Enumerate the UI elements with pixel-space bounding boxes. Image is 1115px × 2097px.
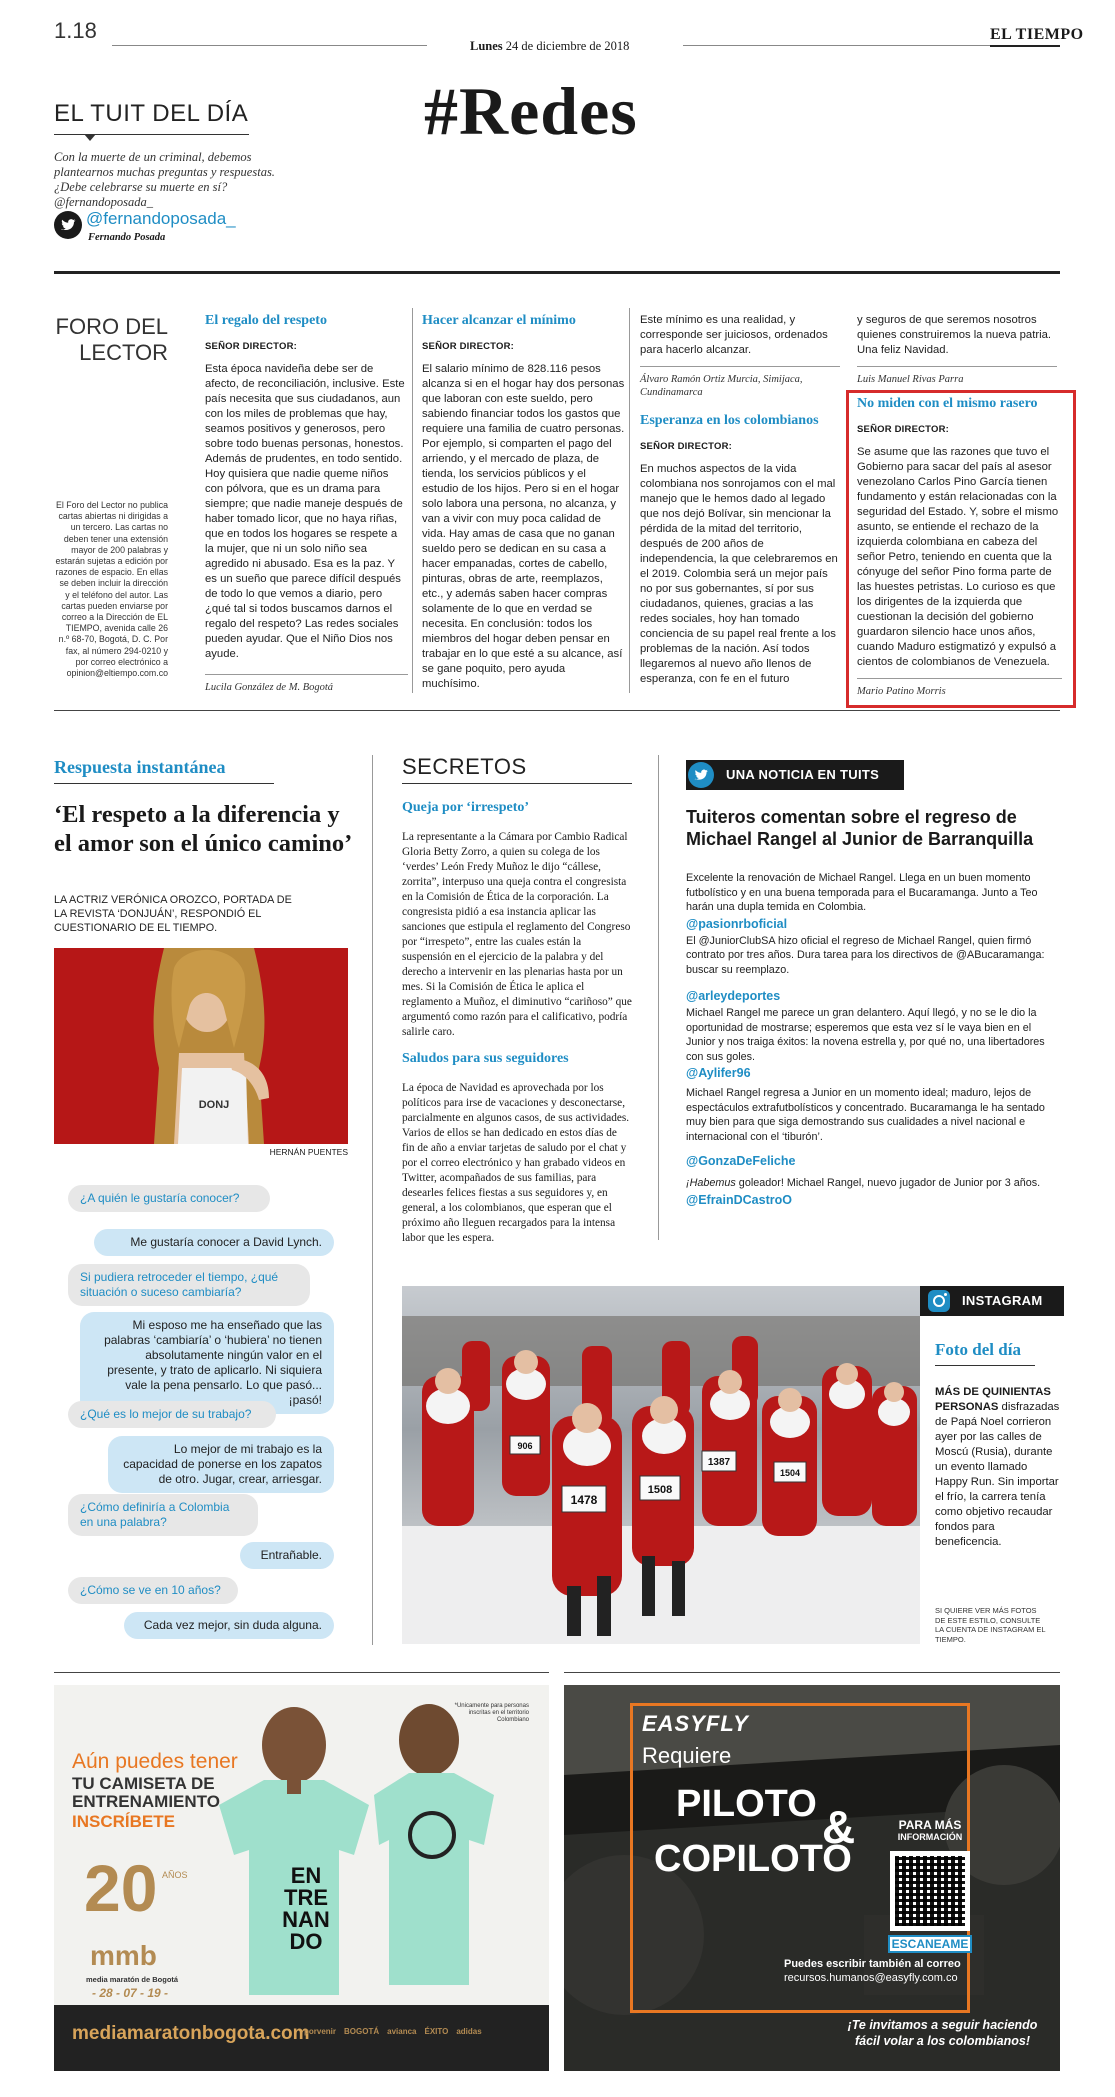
page-number: 1.18 bbox=[54, 18, 97, 43]
foto-del-dia-title: Foto del día bbox=[935, 1340, 1021, 1359]
header-rule-masthead bbox=[990, 45, 1060, 47]
secreto-title: Queja por ‘irrespeto’ bbox=[402, 800, 530, 815]
tweet-handle[interactable]: @EfrainDCastroO bbox=[686, 1192, 792, 1207]
letter-title: No miden con el mismo rasero bbox=[857, 396, 1038, 411]
secreto-title: Saludos para sus seguidores bbox=[402, 1051, 569, 1066]
ad-logo-brand: mmb bbox=[90, 1940, 157, 1971]
letter-body: El salario mínimo de 828.116 pesos alcanza si en el hogar hay dos personas que laboran con este sueldo, pero sabiendo financiar todos los gastos que requiere una familia de cuatro personas. Por ejemplo, si comparten el pago del arriendo, y el mercado de plaza, de tienda, los servicios públicos y el estudio de los hijos. Pero si en el hogar solo labora una persona, no alcanza, y van a vivir con muy poca calidad de vida. Hay amas de casa que no ganan sueldo pero se dedican en su casa a hacer empanadas, cortes de cabello, pinturas, obras de arte, reemplazos, etc., y además saben hacer compras solamente de lo que en verdad se necesita. En conclusión: todos los miembros del hogar deben pensar en trabajar en lo que esté a su alcance, así se gane poquito, pero ayuda muchísimo. bbox=[422, 363, 625, 690]
letter-signature: Mario Patino Morris bbox=[857, 686, 946, 697]
tuits-badge: UNA NOTICIA EN TUITS bbox=[686, 760, 904, 790]
sponsor-logos: porvenir BOGOTÁ avianca ÉXITO adidas bbox=[304, 2027, 482, 2036]
actress-photo bbox=[54, 948, 348, 1144]
secreto-body: La representante a la Cámara por Cambio Radical Gloria Betty Zorro, a quien su colega de los ‘verdes’ León Fredy Muñoz le dijo “cállese, zorrita”, interpuso una queja contra el congresista en la Comisión de Ética de la corporación. La congresista pidió a esa instancia aplicar las sanciones que estipula el reglamento del Congreso por “irrespeto”, entre las cuales están la suspensión en el ejercicio de la palabra y del derecho a intervenir en las plenarias hasta por un mes. Si la Comisión de Ética le aplica el reglamento a Muñoz, el diminutivo “cariñoso” que argumentó como razón para el calificativo, podría salirle caro. bbox=[402, 831, 632, 1038]
column-divider bbox=[629, 308, 630, 693]
tweet-text: ¡Habemus goleador! Michael Rangel, nuevo jugador de Junior por 3 años. bbox=[686, 1177, 1041, 1189]
twitter-icon bbox=[688, 762, 714, 788]
letter-signature: Lucila González de M. Bogotá bbox=[205, 682, 334, 693]
marathon-ad[interactable] bbox=[54, 1685, 549, 2071]
bib-number: 1504 bbox=[779, 1468, 801, 1478]
question-bubble: ¿A quién le gustaría conocer? bbox=[68, 1185, 270, 1212]
instagram-note: SI QUIERE VER MÁS FOTOS DE ESTE ESTILO, CONSULTE LA CUENTA DE INSTAGRAM EL TIEMPO. bbox=[935, 1606, 1046, 1644]
letter-body: En muchos aspectos de la vida colombiana nos sonrojamos con el mal manejo que le hemos dado al legado que nos dejó Bolívar, sin mencionar la pérdida de la mitad del territorio, después de 200 años de independencia, la que celebraremos en el 2019. Colombia será un mejor país no por sus gobernantes, sí por sus ciudadanos, quienes, gracias a las redes sociales, hoy han tomado conciencia de su papel real frente a los problemas de la nación. Así todos llegaremos al nuevo año llenos de esperanza, con fe en el futuro bbox=[640, 463, 838, 685]
foro-note: El Foro del Lector no publica cartas abiertas ni dirigidas a un tercero. Las cartas no deben tener una extensión mayor de 200 palabras y estarán sujetas a edición por razones de espacio. En ellas se deben incluir la dirección y el teléfono del autor. Las cartas pueden enviarse por correo a la Dirección de EL TIEMPO, avenida calle 26 n.º 68-70, Bogotá, D. C. Por fax, al número 294-0210 y por correo electrónico a opinion@eltiempo.com.co bbox=[55, 500, 168, 679]
column-divider bbox=[658, 755, 659, 1240]
easyfly-brand: EASYFLY bbox=[642, 1711, 749, 1736]
santa-run-photo bbox=[402, 1286, 920, 1644]
answer-bubble: Mi esposo me ha enseñado que las palabras ‘cambiaría’ o ‘hubiera’ no tienen absolutamente ningún valor en el presente, y trato de aplicarlo. Ni siquiera vale la pena pensarlo. Lo que pasó... ¡pasó! bbox=[80, 1312, 334, 1414]
ad-date: - 28 - 07 - 19 - bbox=[92, 1986, 169, 2000]
answer-bubble: Entrañable. bbox=[240, 1542, 334, 1569]
tweet-text: Michael Rangel regresa a Junior en un momento ideal; maduro, lejos de espectáculos extrafutbolísticos y concentrado. Bucaramanga le ha sentado muy bien para que siga demostrando sus cualidades a nivel nacional e internacional con el ‘tiburón’. bbox=[686, 1087, 1045, 1143]
letter-4 bbox=[857, 396, 1062, 698]
letter-title: Esperanza en los colombianos bbox=[640, 413, 819, 428]
letter-continuation: Este mínimo es una realidad, y corresponde ser juiciosos, ordenados para hacerlo alcanzar. bbox=[640, 314, 828, 356]
ad-requiere: Requiere bbox=[642, 1743, 732, 1768]
foto-del-dia-caption: MÁS DE QUINIENTAS PERSONAS disfrazadas de Papá Noel corrieron ayer por las calles de Moscú (Rusia), durante un evento llamado Happy Run. Sin importar el frío, la carrera tenía como objetivo recaudar fondos para beneficencia. bbox=[935, 1386, 1060, 1548]
ad-rule-right bbox=[564, 1672, 1060, 1673]
question-bubble: ¿Cómo definiría a Colombia en una palabra? bbox=[68, 1494, 258, 1536]
tweet-handle[interactable]: @Aylifer96 bbox=[686, 1066, 751, 1080]
ad-url[interactable]: mediamaratonbogota.com bbox=[72, 2023, 310, 2044]
ad-para-mas: PARA MÁS INFORMACIÓN bbox=[897, 1818, 963, 1842]
secretos-rule bbox=[402, 783, 632, 784]
ad-logo-sub: media maratón de Bogotá bbox=[86, 1975, 179, 1984]
tuit-author: Fernando Posada bbox=[88, 232, 166, 243]
tweet-handle[interactable]: @arleydeportes bbox=[686, 989, 781, 1003]
qr-escaneame: ESCANEAME bbox=[888, 1935, 972, 1953]
tuit-label: EL TUIT DEL DÍA bbox=[54, 100, 249, 127]
instagram-icon bbox=[928, 1290, 950, 1312]
letter-4-continuation: y seguros de que seremos nosotros quienes construiremos la nueva patria. Una feliz Navidad. Luis Manuel Rivas Parra bbox=[857, 313, 1057, 386]
bib-number: 1387 bbox=[707, 1457, 731, 1468]
letter-1 bbox=[205, 313, 408, 694]
page-date: Lunes 24 de diciembre de 2018 bbox=[470, 39, 630, 53]
letter-signature: Luis Manuel Rivas Parra bbox=[857, 374, 964, 385]
photo-credit: HERNÁN PUENTES bbox=[269, 1147, 348, 1157]
foro-title: FORO DEL LECTOR bbox=[55, 314, 168, 365]
header-bottom-rule bbox=[54, 271, 1060, 274]
foto-del-dia-rule bbox=[935, 1365, 1035, 1366]
respuesta-section-label: Respuesta instantánea bbox=[54, 757, 226, 777]
respuesta-headline: ‘El respeto a la diferencia y el amor son el único camino’ bbox=[54, 801, 353, 857]
foro-bottom-rule bbox=[54, 710, 1060, 711]
letter-signature: Álvaro Ramón Ortiz Murcia, Simijaca, Cundinamarca bbox=[640, 374, 803, 398]
question-bubble: ¿Cómo se ve en 10 años? bbox=[68, 1577, 238, 1604]
tweet-text: El @JuniorClubSA hizo oficial el regreso de Michael Rangel, quien firmó contrato por tres años. Dura tarea para los directivos de @ABucaramanga: buscar su reemplazo. bbox=[686, 934, 1045, 976]
secreto-2 bbox=[402, 1051, 632, 1246]
answer-bubble: Lo mejor de mi trabajo es la capacidad de ponerse en los zapatos de otro. Jugar, crear, arriesgar. bbox=[108, 1436, 334, 1493]
secretos-title: SECRETOS bbox=[402, 754, 527, 779]
letter-salutation: SEÑOR DIRECTOR: bbox=[422, 341, 515, 352]
tweet-handle[interactable]: @pasionrboficial bbox=[686, 916, 788, 931]
answer-bubble: Me gustaría conocer a David Lynch. bbox=[94, 1229, 334, 1256]
letter-title: Hacer alcanzar el mínimo bbox=[422, 313, 576, 328]
header-rule-left bbox=[112, 45, 427, 46]
ad-rule-left bbox=[54, 1672, 549, 1673]
question-bubble: Si pudiera retroceder el tiempo, ¿qué situación o suceso cambiaría? bbox=[68, 1264, 310, 1306]
ad-headline: Aún puedes tener TU CAMISETA DE ENTRENAMIENTO INSCRÍBETE bbox=[72, 1750, 238, 1831]
tweet-handle[interactable]: @GonzaDeFeliche bbox=[686, 1154, 796, 1168]
qr-code[interactable] bbox=[890, 1851, 970, 1931]
ad-slogan: ¡Te invitamos a seguir haciendo fácil volar a los colombianos! bbox=[847, 2018, 1038, 2048]
ad-logo-20: 20 bbox=[84, 1851, 158, 1925]
column-divider bbox=[372, 755, 373, 1645]
question-bubble: ¿Qué es lo mejor de su trabajo? bbox=[68, 1401, 276, 1428]
shirt-print: EN TRE NAN DO bbox=[282, 1863, 330, 1954]
letter-2 bbox=[422, 313, 625, 692]
letter-salutation: SEÑOR DIRECTOR: bbox=[640, 441, 733, 452]
ad-piloto: PILOTO bbox=[676, 1783, 817, 1825]
respuesta-deck: LA ACTRIZ VERÓNICA OROZCO, PORTADA DE LA REVISTA ‘DONJUÁN’, RESPONDIÓ EL CUESTIONARIO DE EL TIEMPO. bbox=[54, 894, 292, 934]
instagram-badge: INSTAGRAM bbox=[920, 1286, 1064, 1316]
ad-amp: & bbox=[822, 1801, 856, 1853]
tuit-text: Con la muerte de un criminal, debemos plantearnos muchas preguntas y respuestas. ¿Debe celebrarse su muerte en sí? @fernandoposada_ bbox=[54, 150, 275, 209]
ad-copiloto: COPILOTO bbox=[654, 1838, 852, 1880]
newspaper-name: EL TIEMPO bbox=[990, 26, 1084, 43]
tweet-list bbox=[686, 871, 1058, 1207]
letter-salutation: SEÑOR DIRECTOR: bbox=[857, 424, 950, 435]
tweet-text: Excelente la renovación de Michael Rangel. Llega en un buen momento futbolístico y en una buena temporada para el Bucaramanga. Junto a Teo harán una dupla temida en Colombia. bbox=[686, 872, 1038, 913]
ad-email: Puedes escribir también al correo recursos.humanos@easyfly.com.co bbox=[784, 1958, 961, 1984]
tuits-headline: Tuiteros comentan sobre el regreso de Michael Rangel al Junior de Barranquilla bbox=[686, 807, 1034, 849]
header-rule-right bbox=[683, 45, 1003, 46]
ad-fine-print: *Unicamente para personas inscritas en el territorio Colombiano bbox=[454, 1703, 529, 1723]
bib-number: 1478 bbox=[570, 1493, 598, 1507]
letter-body: Esta época navideña debe ser de afecto, de reconciliación, inclusive. Este país necesita que sus ciudadanos, aun con los miles de problemas que hay, seamos positivos y generosos, pero sobre todo buenas personas, honestos. Además de prudentes, en todo sentido. Hoy quisiera que nadie queme niños con pólvora, que es un drama para siempre; que nadie maneje después de haber tomado licor, que no haya riñas, que en todos los hogares se respete a la mujer, que ni un solo niño sea agredido ni abusado. Esa es la paz. Y es un sueño que parece difícil después de todo lo que vemos a diario, pero ¿qué tal si todos buscamos darnos el regalo del respeto? Las redes sociales pueden ayudar. Que el Niño Dios nos ayude. bbox=[205, 363, 405, 660]
tweet-text: Michael Rangel me parece un gran delantero. Aquí llegó, y no se le dio la oportunidad de mostrarse; esperemos que esta vez sí le vaya bien en el Junior y nos traiga éxitos: la novena estrella y, por qué no, una libertadores con sus goles. bbox=[686, 1007, 1045, 1063]
shirt-print: DONJ bbox=[198, 1099, 230, 1111]
section-title: #Redes bbox=[424, 73, 638, 149]
respuesta-rule bbox=[54, 783, 274, 784]
column-divider bbox=[412, 308, 413, 693]
letter-title: El regalo del respeto bbox=[205, 313, 327, 328]
tuit-handle[interactable]: @fernandoposada_ bbox=[86, 209, 236, 228]
letter-3 bbox=[640, 313, 840, 687]
bib-number: 1508 bbox=[647, 1484, 673, 1496]
tuit-rule-notch bbox=[84, 134, 96, 141]
answer-bubble: Cada vez mejor, sin duda alguna. bbox=[124, 1612, 334, 1639]
twitter-icon bbox=[54, 211, 82, 239]
easyfly-ad[interactable] bbox=[564, 1685, 1060, 2071]
ad-logo-anos: AÑOS bbox=[162, 1870, 188, 1880]
letter-salutation: SEÑOR DIRECTOR: bbox=[205, 341, 298, 352]
secreto-1 bbox=[402, 800, 632, 1040]
letter-body: Se asume que las razones que tuvo el Gobierno para sacar del país al asesor venezolano Carlos Pino García tienen fundamento y están relacionadas con la seguridad del Estado. Y, sobre el mismo asunto, se entiende el rechazo de la izquierda colombiana en cabeza del señor Petro, teniendo en cuenta que la cónyuge del señor Pino forma parte de las huestes petristas. Lo curioso es que los dirigentes de la izquierda que cuestionan la decisión del gobierno guardaron silencio hace unos años, cuando Maduro estigmatizó y expulsó a cientos de colombianos de Venezuela. bbox=[857, 446, 1059, 668]
bib-number: 906 bbox=[517, 1441, 533, 1451]
secreto-body: La época de Navidad es aprovechada por los políticos para irse de vacaciones y desconectarse, parcialmente en algunos casos, de sus actividades. Varios de ellos se han dedicado en estos días de fin de año a enviar tarjetas de saludo por el chat y por el correo electrónico y han grabado videos en Twitter, acompañados de sus familias, para desearles felices fiestas a sus seguidores y, en general, a los colombianos, que esperan que el próximo año lleguen recargados para la intensa labor que les espera. bbox=[402, 1082, 630, 1244]
